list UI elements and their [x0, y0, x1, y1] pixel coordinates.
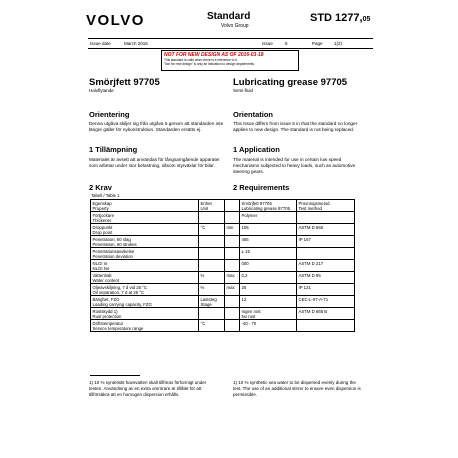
table-cell: IP 121 — [297, 284, 355, 296]
table-cell: Droppunkt Drop point — [91, 224, 199, 236]
table-cell: Polymer — [240, 212, 297, 224]
table-row — [91, 284, 355, 296]
table-cell: 12 — [240, 296, 297, 308]
footnote-english: 1) 10 % synthetic sea water to be dispersed evenly during the test. The use of an additional stirrer to ensure even dispersion is permissible. — [233, 380, 361, 397]
page-number: 1(2) — [334, 41, 343, 46]
table-cell: ± 15 — [240, 248, 297, 260]
table-cell: Vattenhalt Water content — [91, 272, 199, 284]
table-cell — [199, 308, 225, 320]
table-row — [91, 212, 355, 224]
std-number-text: STD 1277, — [310, 12, 363, 24]
standard-title: Standard — [207, 11, 251, 22]
table-row — [91, 308, 355, 320]
table-cell: Ingen rost No rust — [240, 308, 297, 320]
english-orientation-heading: Orientation — [233, 110, 274, 119]
table-cell: Förtjockare Thickener — [91, 212, 199, 224]
table-cell: max — [225, 284, 240, 296]
english-section-2-heading: 2 Requirements — [233, 183, 290, 192]
table-cell: CEC-L-07-A-71 — [297, 296, 355, 308]
swedish-section-1-heading: 1 Tillämpning — [89, 145, 138, 154]
table-cell: 25 — [240, 284, 297, 296]
table-cell: ASTM D 95 — [297, 272, 355, 284]
table-cell — [199, 212, 225, 224]
notice-warning: NOT FOR NEW DESIGN AS OF 2016-03-18 — [164, 52, 264, 58]
table-cell: NLGI nr NLGI No — [91, 260, 199, 272]
table-cell: max — [225, 272, 240, 284]
table-cell: % — [199, 272, 225, 284]
issue-date: March 2016 — [124, 41, 148, 46]
table-row — [91, 320, 355, 332]
requirements-table-body — [91, 200, 355, 332]
table-cell: ASTM D 566 — [297, 224, 355, 236]
english-subtitle: Semi-fluid — [233, 88, 254, 93]
table-row — [91, 248, 355, 260]
english-title: Lubricating grease 97705 — [233, 77, 348, 88]
table-cell: ASTM D 217 — [297, 260, 355, 272]
standard-subtitle: Volvo Group — [221, 23, 249, 29]
table-cell — [225, 308, 240, 320]
table-cell: 000 — [240, 260, 297, 272]
table-cell: IP 167 — [297, 236, 355, 248]
table-cell — [297, 320, 355, 332]
page-label: Page — [312, 41, 323, 46]
english-orientation-text: This issue differs from issue 5 in that the standard no longer applies to new design. The standard is not being replaced. — [233, 121, 358, 132]
standard-number — [310, 12, 370, 24]
table-cell — [225, 236, 240, 248]
table-cell: °C — [199, 224, 225, 236]
footnote-swedish: 1) 10 % syntetiskt havsvatten skall tillföras förformigt under testen. Användning av en extra omrörare är tillåtet för att tillförsäkra att en homogen dispersion erhålls. — [89, 380, 207, 397]
swedish-title: Smörjfett 97705 — [89, 77, 160, 88]
not-for-new-design-notice — [161, 50, 299, 71]
table-row — [91, 296, 355, 308]
table-cell — [199, 260, 225, 272]
table-cell — [199, 248, 225, 260]
english-section-1-text: The material is intended for use in certain low speed mechanisms subjected to heavy loads, such as automotive steering gears. — [233, 157, 356, 174]
table-cell: Penetration, 60 slag Penetration, 60 strokes — [91, 236, 199, 248]
swedish-orientation-text: Denna utgåva skiljer sig från utgåva 5 genom att standarden inte längre gäller för nykonstruktion. Standarden ersätts ej. — [89, 121, 224, 132]
requirements-table — [90, 199, 355, 332]
table-cell: min — [225, 224, 240, 236]
table-header-cell — [225, 200, 240, 212]
swedish-subtitle: Halvflytande — [89, 88, 114, 93]
table-cell — [225, 212, 240, 224]
swedish-section-2-heading: 2 Krav — [89, 183, 112, 192]
table-cell — [297, 212, 355, 224]
table-header-cell: Smörjfett 97705 Lubricating grease 97705 — [240, 200, 297, 212]
table-cell: 105 — [240, 224, 297, 236]
table-row — [91, 224, 355, 236]
table-cell: 465 — [240, 236, 297, 248]
table-header-cell: Enhet Unit — [199, 200, 225, 212]
table-cell — [199, 236, 225, 248]
table-cell: % — [199, 284, 225, 296]
volvo-logo: VOLVO — [86, 12, 145, 29]
header-rule-top — [88, 38, 373, 39]
table-cell — [225, 260, 240, 272]
table-cell: Bärighet, FZG Loading carrying capacity, FZG — [91, 296, 199, 308]
table-header-cell: Provningsmetod Test method — [297, 200, 355, 212]
std-version: 05 — [362, 16, 371, 23]
notice-line-1: This standard is valid when there is a reference to it. — [164, 58, 238, 62]
english-section-1-heading: 1 Application — [233, 145, 280, 154]
table-cell: Laststeg Stage — [199, 296, 225, 308]
table-cell: Oljeavskiljning, 7 d vid 25 °C Oil separation, 7 d at 25 °C — [91, 284, 199, 296]
table-cell — [225, 320, 240, 332]
footnote-separator — [90, 375, 140, 376]
table-cell: -40 - 70 — [240, 320, 297, 332]
table-cell — [225, 296, 240, 308]
issue-label: Issue — [262, 41, 273, 46]
table-row — [91, 260, 355, 272]
table-cell: Driftstemperatur Service temperature range — [91, 320, 199, 332]
table-row — [91, 272, 355, 284]
swedish-orientation-heading: Orientering — [89, 110, 130, 119]
table-cell: ASTM D 665 B — [297, 308, 355, 320]
table-cell — [225, 248, 240, 260]
table-row — [91, 236, 355, 248]
table-header-cell: Egenskap Property — [91, 200, 199, 212]
issue-date-label: Issue date — [90, 41, 111, 46]
table-cell: °C — [199, 320, 225, 332]
table-cell: Rostskydd 1) Rust protection — [91, 308, 199, 320]
table-caption: Tabell / Table 1 — [91, 193, 120, 198]
swedish-section-1-text: Materialet är avsett att användas för långsamgående apparater som arbetar under stor belastning, såsom styrväxlar för bilar. — [89, 157, 220, 168]
table-cell — [297, 248, 355, 260]
table-cell: 0,2 — [240, 272, 297, 284]
table-header-row — [91, 200, 355, 212]
notice-line-2: "Not for new design" is only an indication to design departments. — [164, 62, 255, 66]
table-cell: Penetrationsavvikelse Penetration deviation — [91, 248, 199, 260]
header-rule-bottom — [88, 48, 373, 49]
issue-number: 6 — [285, 41, 288, 46]
